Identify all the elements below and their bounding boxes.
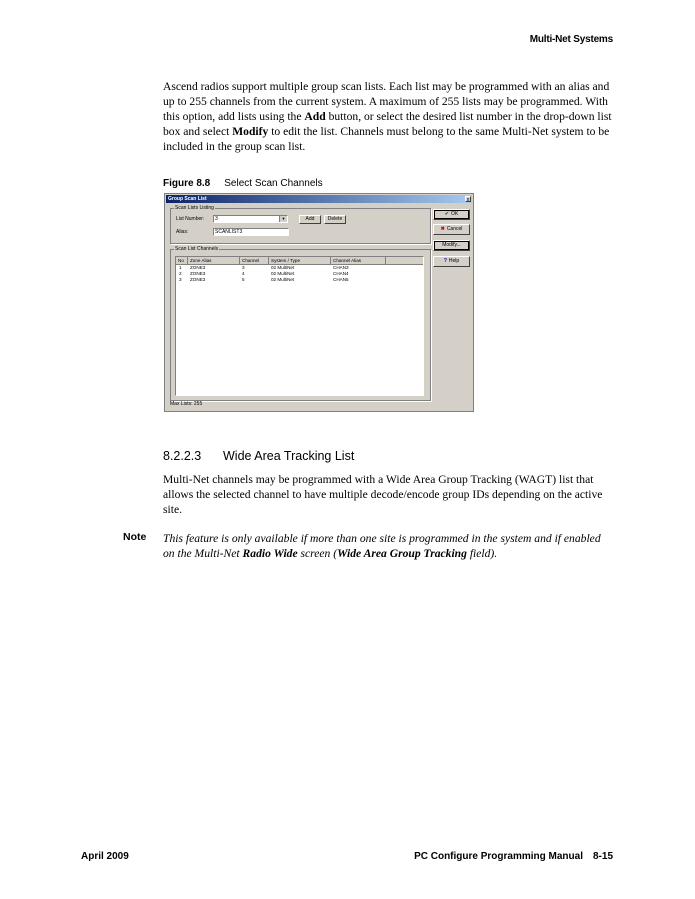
alias-label: Alias: (176, 229, 189, 235)
row-channel-alias: CHAN4 (333, 271, 349, 276)
row-channel-alias: CHAN3 (333, 265, 349, 270)
list-number-label: List Number: (176, 216, 205, 222)
row-no: 3 (179, 277, 182, 282)
ok-label: OK (450, 211, 459, 217)
row-system: 02 MultiNet (271, 277, 295, 282)
max-lists-status: Max Lists: 255 (170, 401, 203, 407)
section-heading (163, 449, 354, 463)
row-zone: ZONE3 (190, 265, 206, 270)
scan-lists-listing-group (170, 205, 431, 244)
column-header-channel[interactable]: Channel (240, 257, 269, 264)
row-channel: 4 (242, 271, 245, 276)
group-label: Scan List Channels (175, 246, 219, 252)
dialog-title-bar (166, 195, 472, 203)
row-system: 02 MultiNet (271, 271, 295, 276)
section-paragraph: Multi-Net channels may be programmed with a Wide Area Group Tracking (WAGT) list that allows the selected channel to have multiple decode/encode group IDs depending on the active site. (163, 473, 603, 516)
channels-list[interactable] (175, 256, 424, 396)
row-channel: 5 (242, 277, 245, 282)
page-number: 8-15 (592, 851, 613, 862)
list-number-value: 3 (215, 216, 218, 222)
cancel-label: Cancel (446, 226, 463, 232)
close-icon: ✖ (440, 226, 445, 232)
alias-input[interactable]: SCANLIST3 (213, 228, 289, 236)
footer-date: April 2009 (81, 851, 129, 862)
group-label: Scan Lists Listing (175, 205, 214, 211)
delete-button[interactable]: Delete (324, 215, 346, 224)
footer-manual (414, 851, 613, 862)
cancel-button[interactable] (433, 224, 470, 235)
help-button[interactable] (433, 256, 470, 267)
note-text: This feature is only available if more than one site is programmed in the system and if enabled on the Multi-Net Radio Wide screen (Wide Area Group Tracking field). (163, 532, 601, 560)
scan-list-channels-group (170, 246, 431, 401)
add-button[interactable]: Add (299, 215, 321, 224)
chevron-down-icon[interactable]: ▼ (279, 216, 287, 222)
column-header-zone-alias[interactable]: Zone Alias (188, 257, 240, 264)
row-zone: ZONE3 (190, 277, 206, 282)
row-no: 2 (179, 271, 182, 276)
column-header-no[interactable]: No (176, 257, 188, 264)
section-number: 8.2.2.3 (163, 449, 202, 463)
list-number-dropdown[interactable] (213, 215, 288, 223)
help-icon: ? (443, 258, 447, 264)
row-no: 1 (179, 265, 182, 270)
list-header (176, 257, 423, 265)
footer-manual-title: PC Configure Programming Manual (414, 851, 583, 862)
note-label: Note (123, 531, 147, 543)
column-header-channel-alias[interactable]: Channel Alias (331, 257, 386, 264)
figure-caption (163, 178, 323, 189)
close-icon[interactable]: x (466, 197, 470, 203)
running-header: Multi-Net Systems (529, 34, 613, 45)
help-label: Help (448, 258, 460, 264)
group-scan-list-dialog (164, 193, 474, 412)
row-system: 02 MultiNet (271, 265, 295, 270)
column-header-system-type[interactable]: System / Type (269, 257, 331, 264)
figure-number: Figure 8.8 (163, 178, 211, 189)
intro-paragraph: Ascend radios support multiple group scan lists. Each list may be programmed with an alias and up to 255 channels from the current system. A maximum of 255 lists may be programmed. With this option, add lists using the Add button, or select the desired list number in the drop-down list box and select Modify to edit the list. Channels must belong to the same Multi-Net system to be included in the group scan list. (163, 80, 612, 153)
figure-title: Select Scan Channels (224, 178, 323, 189)
check-icon: ✔ (444, 211, 449, 217)
dialog-title: Group Scan List (168, 196, 207, 202)
row-channel: 3 (242, 265, 245, 270)
section-title: Wide Area Tracking List (223, 449, 355, 463)
row-channel-alias: CHAN5 (333, 277, 349, 282)
ok-button[interactable] (433, 209, 470, 220)
modify-button[interactable]: Modify... (433, 240, 470, 251)
row-zone: ZONE3 (190, 271, 206, 276)
